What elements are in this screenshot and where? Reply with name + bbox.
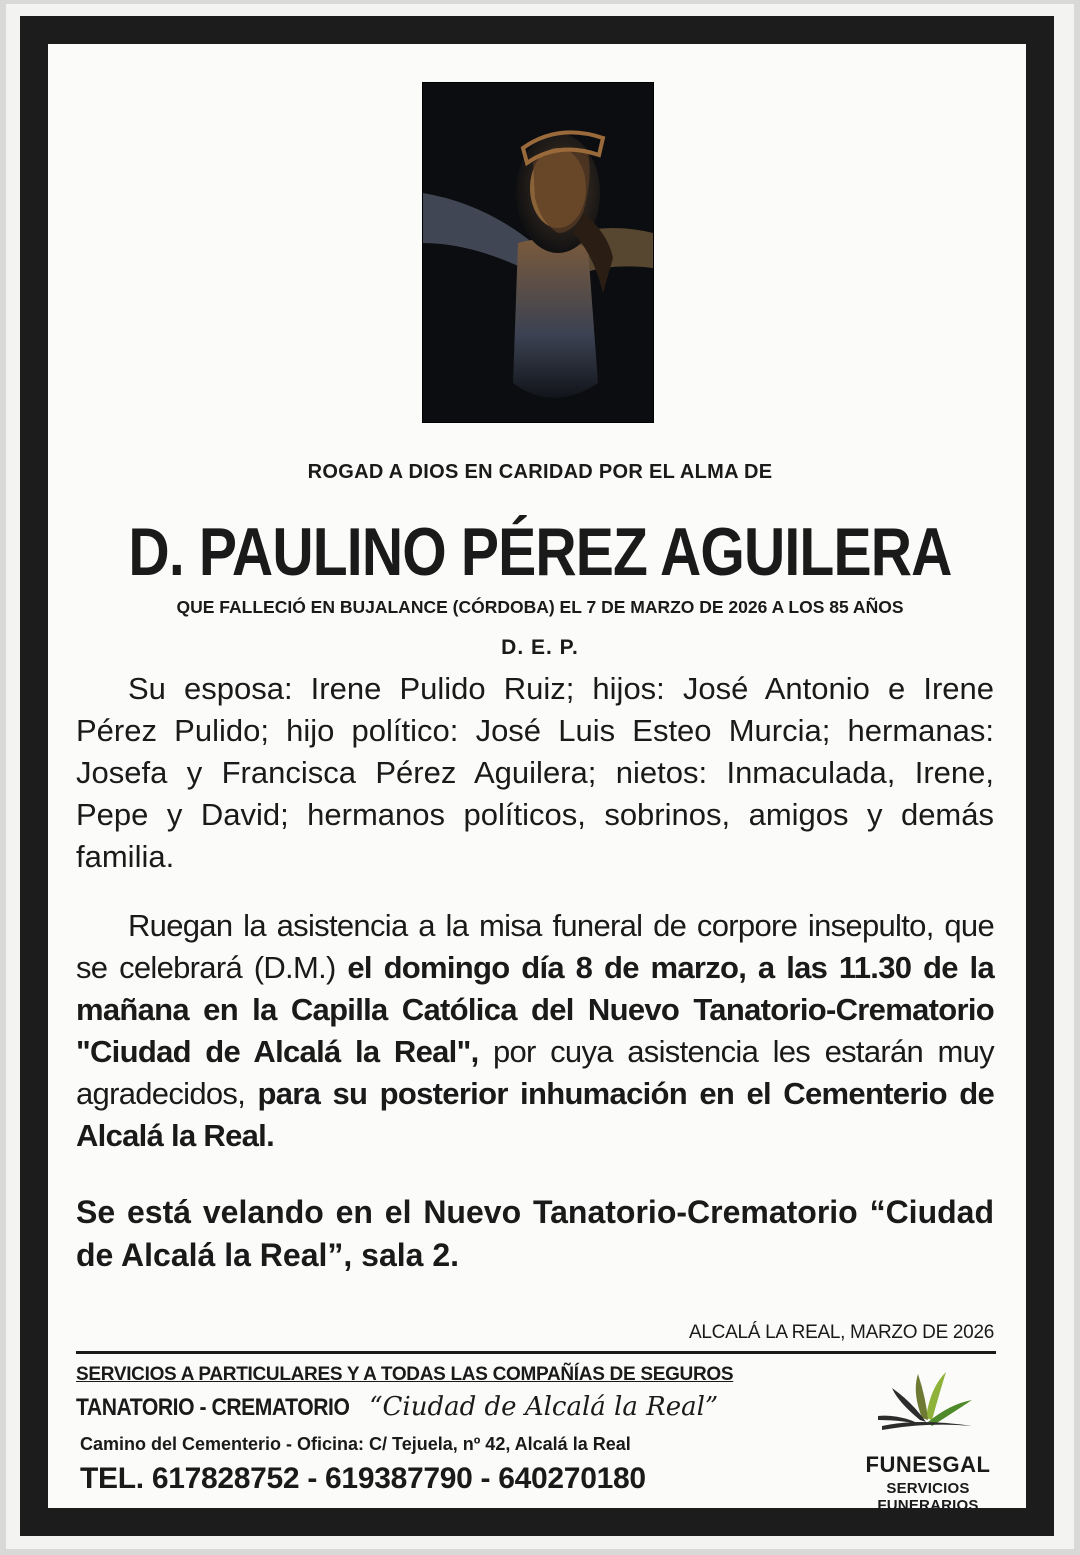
vigil-paragraph: Se está velando en el Nuevo Tanatorio-Crematorio “Ciudad de Alcalá la Real”, sala 2. <box>76 1194 994 1273</box>
tanatorio-label: TANATORIO - CREMATORIO <box>76 1394 350 1421</box>
brand-subtitle: SERVICIOS FUNERARIOS <box>877 1480 979 1514</box>
rest-in-peace: D. E. P. <box>501 636 579 659</box>
footer-divider <box>76 1351 996 1354</box>
family-text: Su esposa: Irene Pulido Ruiz; hijos: José Antonio e Irene Pérez Pulido; hijo político: José Luis Esteo Murcia; hermanas: Josefa y Francisca Pérez Aguilera; nietos: Inmaculada, Irene, Pepe y David; hermanos políticos, sobrinos, amigos y demás familia. <box>76 671 994 874</box>
services-line: SERVICIOS A PARTICULARES Y A TODAS LAS COMPAÑÍAS DE SEGUROS <box>76 1364 734 1385</box>
address-line: Camino del Cementerio - Oficina: C/ Tejuela, nº 42, Alcalá la Real <box>80 1434 631 1454</box>
ciudad-label: “Ciudad de Alcalá la Real” <box>369 1392 719 1422</box>
mass-text-bold-1: el domingo día 8 de marzo, a las 11.30 de la mañana en la Capilla Católica del Nuevo Tanatorio-Crematorio "Ciudad de Alcalá la Real", <box>76 950 994 1069</box>
family-paragraph <box>76 668 994 878</box>
death-info: QUE FALLECIÓ EN BUJALANCE (CÓRDOBA) EL 7 DE MARZO DE 2026 A LOS 85 AÑOS <box>176 597 904 617</box>
prayer-heading: ROGAD A DIOS EN CARIDAD POR EL ALMA DE <box>307 461 773 483</box>
mass-text-2: por cuya asistencia les estarán muy agradecidos, <box>76 1034 994 1111</box>
brand-name: FUNESGAL <box>865 1452 991 1477</box>
tanatorio-line <box>76 1392 718 1422</box>
mass-paragraph <box>76 905 994 1157</box>
deceased-name: D. PAULINO PÉREZ AGUILERA <box>128 514 952 590</box>
funesgal-logo-icon <box>868 1368 980 1440</box>
crucifix-image <box>422 82 654 423</box>
phone-line: TEL. 617828752 - 619387790 - 640270180 <box>80 1462 646 1495</box>
mass-text-bold-2: para su posterior inhumación en el Cementerio de Alcalá la Real. <box>76 1076 994 1153</box>
mass-text-1: Ruegan la asistencia a la misa funeral de corpore insepulto, que se celebrará (D.M.) <box>76 908 994 985</box>
place-date: ALCALÁ LA REAL, MARZO DE 2026 <box>689 1322 994 1343</box>
